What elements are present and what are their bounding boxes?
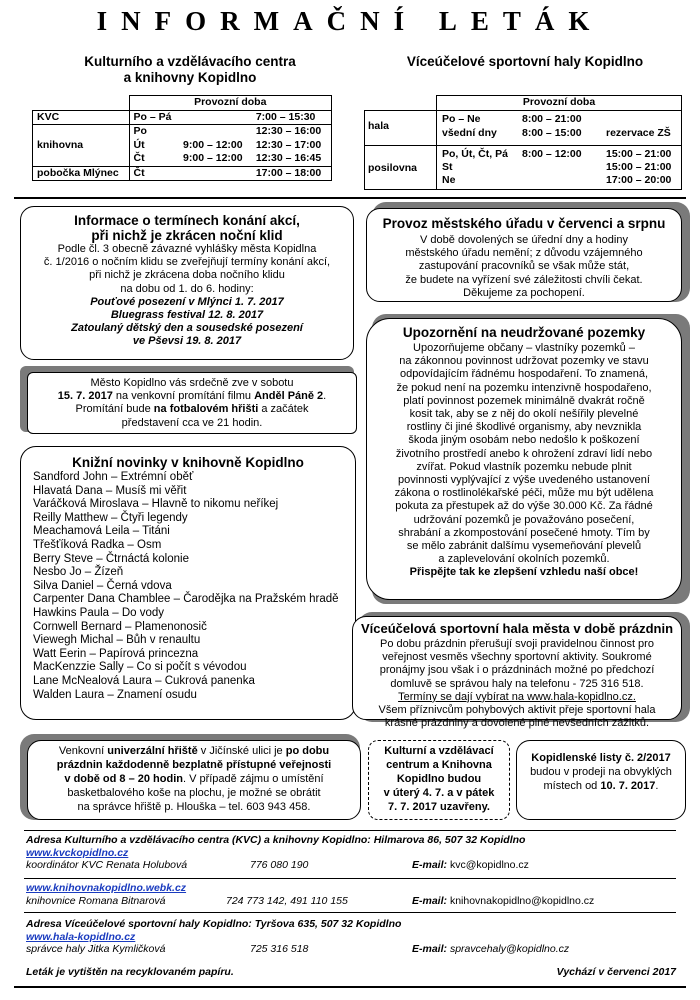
listy-text: budou v prodeji na obvyklých bbox=[530, 766, 672, 778]
cinema-date: 15. 7. 2017 bbox=[57, 390, 113, 403]
land-title: Upozornění na neudržované pozemky bbox=[402, 325, 646, 340]
gym-row-label: Ne bbox=[442, 174, 456, 186]
kvc-hours-cell: 9:00 – 12:00 bbox=[183, 138, 243, 151]
sports-hall-box bbox=[352, 616, 682, 730]
footer-phone: 776 080 190 bbox=[250, 859, 309, 871]
closure-text: v úterý 4. 7. a v pátek bbox=[383, 787, 495, 799]
hall-row-label: Po – Ne bbox=[442, 113, 481, 125]
sports-line: domluvě se správou haly na telefonu - 725 316 518. bbox=[390, 677, 644, 690]
footer-kvc bbox=[26, 834, 676, 872]
listy-text: . bbox=[655, 780, 659, 792]
cinema-text: Město Kopidlno vás srdečně zve v sobotu bbox=[90, 377, 294, 389]
land-line: Upozorňujeme občany – vlastníky pozemků – bbox=[413, 342, 635, 354]
footer-phone: 724 773 142, 491 110 155 bbox=[226, 894, 348, 907]
listy-text: místech od bbox=[543, 780, 601, 792]
kvc-hours-cell: 12:30 – 16:45 bbox=[252, 152, 332, 166]
land-line: rostliny či jiné škodlivé organismy, aby nevznikla bbox=[406, 421, 642, 434]
page-title: INFORMAČNÍ LETÁK bbox=[96, 6, 604, 36]
night-quiet-text: Podle čl. 3 obecně závazné vyhlášky města Kopidlna bbox=[57, 243, 317, 255]
book-item: Berry Steve – Čtrnáctá kolonie bbox=[33, 552, 189, 565]
gym-row-time: 8:00 – 12:00 bbox=[522, 148, 582, 160]
kvc-header-line2: a knihovny Kopidlno bbox=[123, 70, 257, 85]
kvc-hours-cell: Čt bbox=[129, 166, 179, 181]
playground-text: . V případě zájmu o umístění bbox=[182, 773, 324, 785]
sports-line: pronájmy jsou však i o prázdninách možné po předchozí bbox=[379, 664, 655, 677]
library-website-link[interactable]: www.knihovnakopidlno.webk.cz bbox=[26, 882, 187, 894]
night-quiet-text: č. 1/2016 o nočním klidu se zveřejňují termíny konání akcí, bbox=[43, 256, 331, 269]
event-item: Pouťové posezení v Mlýnci 1. 7. 2017 bbox=[90, 295, 284, 308]
land-line: povinnosti vyplývající z výše uvedeného ustanovení bbox=[398, 474, 650, 487]
listy-title: Kopidlenské listy č. 2/2017 bbox=[531, 752, 671, 764]
playground-line1 bbox=[28, 744, 360, 758]
land-line: že pokud není na pozemku intenzivně hospodařeno, bbox=[396, 381, 652, 394]
playground-text: v Jičínské ulici je bbox=[197, 745, 286, 757]
night-quiet-text: na dobu od 1. do 6. hodiny: bbox=[120, 282, 254, 295]
sports-line: Všem příznivcům pohybových aktivit přeje sportovní hala bbox=[378, 704, 656, 717]
land-closing: Přispějte tak ke zlepšení vzhledu naší obce! bbox=[409, 566, 639, 579]
closure-text: Kopidlno budou bbox=[396, 773, 482, 785]
land-line: udržování pozemků je považováno posečení, bbox=[413, 513, 635, 526]
hall-hours-table bbox=[364, 95, 682, 189]
gym-row-time: 17:00 – 20:00 bbox=[606, 174, 672, 186]
kvc-hours-table bbox=[32, 95, 332, 181]
kvc-header-line1: Kulturního a vzdělávacího centra bbox=[84, 54, 296, 69]
office-text bbox=[367, 234, 681, 300]
hall-header: Víceúčelové sportovní haly Kopidlno bbox=[406, 54, 644, 69]
book-item: Walden Laura – Znamení osudu bbox=[33, 688, 197, 701]
gym-row-time: 15:00 – 21:00 bbox=[606, 161, 672, 173]
footer-contact: knihovnice Romana Bitnarová bbox=[26, 894, 166, 907]
cinema-line2 bbox=[28, 390, 356, 403]
kvc-hours-cell: 7:00 – 15:30 bbox=[252, 110, 332, 125]
book-item: Viewegh Michal – Bůh v renaultu bbox=[33, 634, 201, 647]
land-line: na zákonnou povinnost udržovat pozemky ve stavu bbox=[399, 355, 649, 368]
kvc-hours-cell bbox=[179, 110, 252, 125]
playground-text: prázdnin každodenně bezplatně přístupné veřejnosti bbox=[56, 759, 332, 771]
kvc-website-link[interactable]: www.kvckopidlno.cz bbox=[26, 846, 129, 859]
office-line: že budete na vyřízení své záležitosti chvíli čekat. bbox=[405, 273, 643, 286]
cinema-venue: na fotbalovém hřišti bbox=[153, 403, 259, 416]
night-quiet-title1: Informace o termínech konání akcí, bbox=[74, 213, 300, 228]
night-quiet-title2: při nichž je zkrácen noční klid bbox=[91, 228, 283, 243]
gym-row-label: Po, Út, Čt, Pá bbox=[442, 148, 508, 160]
gym-row-label: St bbox=[442, 161, 453, 173]
kvc-hours-cell: 17:00 – 18:00 bbox=[252, 166, 332, 181]
event-item: ve Pševsi 19. 8. 2017 bbox=[132, 335, 242, 348]
closure-text: centrum a Knihovna bbox=[386, 759, 492, 771]
film-title: Anděl Páně 2 bbox=[254, 390, 324, 403]
land-line: škoda jiným osobám nebo nedošlo k poškození bbox=[408, 434, 640, 447]
hall-row-label: všední dny bbox=[442, 127, 497, 139]
sports-line: Po dobu prázdnin přerušují svoji pravidelnou činnost pro bbox=[380, 638, 654, 650]
kvc-hours-cell: 9:00 – 12:00 bbox=[183, 152, 243, 164]
land-line: shrabání a zkompostování posečené hmoty. Tím by bbox=[398, 526, 650, 539]
cinema-text: na venkovní promítání filmu bbox=[112, 390, 255, 403]
land-line: a zaplevelování okolních pozemků. bbox=[438, 553, 610, 566]
book-item: Sandford John – Extrémní oběť bbox=[33, 471, 194, 483]
footer-phone: 725 316 518 bbox=[250, 943, 309, 955]
issue-date: Vychází v červenci 2017 bbox=[556, 966, 676, 978]
kvc-hours-cell: 12:30 – 17:00 bbox=[252, 139, 332, 153]
playground-line3 bbox=[28, 772, 360, 786]
cinema-text: a začátek bbox=[258, 403, 309, 416]
kvc-hours-cell bbox=[179, 125, 252, 139]
books-title: Knižní novinky v knihovně Kopidlno bbox=[72, 455, 304, 470]
closure-text: Kulturní a vzdělávací bbox=[384, 745, 494, 757]
night-quiet-box bbox=[20, 206, 354, 360]
playground-text: basketbalového koše na plochu, je možné se obrátit bbox=[67, 787, 321, 799]
footer-email[interactable]: knihovnakopidlno@kopidlno.cz bbox=[449, 894, 595, 907]
playground-text: univerzální hřiště bbox=[107, 745, 198, 757]
footer-bottom bbox=[26, 966, 676, 979]
land-box bbox=[366, 318, 682, 600]
kvc-hours-cell bbox=[179, 166, 252, 181]
sports-hall-text bbox=[353, 704, 681, 730]
land-text bbox=[367, 342, 681, 566]
cinema-text: . bbox=[323, 390, 327, 403]
gym-row-name: posilovna bbox=[368, 162, 418, 174]
book-item: Hawkins Paula – Do vody bbox=[33, 606, 165, 619]
cinema-line3 bbox=[28, 403, 356, 416]
footer-address: Adresa Kulturního a vzdělávacího centra (KVC) a knihovny Kopidlno: Hilmarova 86, 507 32 Kopidlno bbox=[26, 834, 526, 846]
kvc-hours-cell: knihovna bbox=[33, 139, 130, 153]
playground-text: po dobu bbox=[285, 745, 330, 757]
kvc-header bbox=[40, 54, 340, 86]
playground-text: v době od 8 – 20 hodin bbox=[64, 773, 183, 785]
book-item: Silva Daniel – Černá vdova bbox=[33, 579, 172, 592]
kvc-hours-cell bbox=[33, 125, 130, 139]
kvc-hours-cell: Po bbox=[129, 125, 179, 139]
email-label: E-mail: bbox=[412, 894, 448, 907]
land-line: životního prostředí anebo k ohrožení zdraví lidí nebo bbox=[395, 447, 653, 460]
footer-address: Adresa Víceúčelové sportovní haly Kopidlno: Tyršova 635, 507 32 Kopidlno bbox=[26, 918, 402, 930]
book-item: Carpenter Dana Chamblee – Čarodějka na Pražském hradě bbox=[33, 593, 339, 606]
book-item: Lane McNealová Laura – Cukrová panenka bbox=[33, 674, 255, 687]
email-label: E-mail: bbox=[412, 859, 448, 871]
night-quiet-text: při nichž je zkrácena doba nočního klidu bbox=[89, 269, 285, 282]
kvc-hours-cell: KVC bbox=[33, 110, 130, 125]
book-item: Hlavatá Dana – Musíš mi věřit bbox=[33, 484, 187, 497]
listy-date: 10. 7. 2017 bbox=[600, 780, 656, 792]
book-item: Cornwell Bernard – Plamenonosič bbox=[33, 620, 207, 633]
hall-website-link[interactable]: www.hala-kopidlno.cz bbox=[26, 930, 136, 943]
office-line: zastupování pracovníků se však může stát, bbox=[418, 260, 630, 273]
kvc-hours-cell: 12:30 – 16:00 bbox=[252, 125, 332, 139]
land-line: odpovídajícím řádnému hospodaření. To znamená, bbox=[399, 368, 649, 381]
land-line: platí povinnost pozemek minimálně dvakrát ročně bbox=[403, 394, 645, 407]
sports-line: veřejnost vesměs všechny sportovní aktivity. Soukromé bbox=[382, 651, 652, 664]
sports-hall-text bbox=[353, 638, 681, 691]
gym-row-time: 15:00 – 21:00 bbox=[606, 148, 672, 160]
kvc-hours-cell: Čt bbox=[129, 152, 179, 166]
book-item: Třešťíková Radka – Osm bbox=[33, 538, 162, 551]
books-box bbox=[20, 446, 356, 720]
listy-box bbox=[516, 740, 686, 820]
footer-library bbox=[26, 882, 676, 908]
sports-line: krásné prázdniny a dovolené plné nevšedních zážitků. bbox=[384, 717, 650, 730]
footer-contact: správce haly Jitka Kymličková bbox=[26, 943, 166, 955]
hall-row-name: hala bbox=[368, 120, 390, 132]
office-line: městského úřadu nemění; z důvodu vzájemného bbox=[405, 247, 643, 260]
hall-row-time: 8:00 – 15:00 bbox=[522, 127, 582, 139]
kvc-hours-cell: Po – Pá bbox=[129, 110, 179, 125]
playground-text: na správce hřiště p. Hlouška – tel. 603 943 458. bbox=[77, 801, 311, 813]
book-item: MacKenzzie Sally – Co si počít s vévodou bbox=[33, 661, 247, 674]
office-box bbox=[366, 208, 682, 302]
playground-text: Venkovní bbox=[58, 745, 108, 757]
book-list bbox=[33, 471, 355, 702]
cinema-text: Promítání bude bbox=[75, 403, 154, 416]
footer-email[interactable]: kvc@kopidlno.cz bbox=[449, 859, 529, 871]
email-label: E-mail: bbox=[412, 943, 448, 955]
sports-hall-title: Víceúčelová sportovní hala města v době prázdnin bbox=[360, 621, 674, 636]
kvc-hours-cell bbox=[33, 152, 130, 166]
cinema-text: představení cca ve 21 hodin. bbox=[121, 416, 263, 429]
recycled-note: Leták je vytištěn na recyklovaném papíru. bbox=[26, 966, 234, 978]
kvc-hours-heading: Provozní doba bbox=[129, 96, 332, 111]
hall-hours-heading: Provozní doba bbox=[436, 95, 682, 111]
footer-contact: koordinátor KVC Renata Holubová bbox=[26, 859, 188, 871]
playground-box bbox=[27, 740, 361, 820]
hall-row-time: 8:00 – 21:00 bbox=[522, 113, 582, 125]
closure-text: 7. 7. 2017 uzavřeny. bbox=[388, 801, 490, 813]
kvc-hours-cell: Út bbox=[129, 139, 179, 153]
land-line: kosit tak, aby se z něj do okolí nešířily plevelné bbox=[409, 408, 639, 421]
closure-box bbox=[368, 740, 510, 820]
office-line: Děkujeme za pochopení. bbox=[463, 286, 585, 299]
land-line: zákona o rostlinolékařské péči, může mu být udělena bbox=[394, 487, 654, 500]
land-line: zvířat. Pokud vlastník pozemku nebude plnit bbox=[416, 460, 632, 473]
land-line: pokuta za přestupek až do výše 30.000 Kč. Za řádné bbox=[395, 500, 653, 513]
land-line: se mělo zabránit dalšímu vysemeňování plevelů bbox=[406, 540, 642, 553]
book-item: Reilly Matthew – Čtyři legendy bbox=[33, 511, 188, 524]
event-item: Zatoulaný dětský den a sousedské posezení bbox=[71, 322, 303, 335]
hall-row-note: rezervace ZŠ bbox=[606, 127, 671, 139]
book-item: Meachamová Leila – Titáni bbox=[33, 525, 170, 538]
footer-hall bbox=[26, 918, 676, 956]
sports-hall-link-text: Termíny se dají vybírat na www.hala-kopidlno.cz. bbox=[398, 690, 636, 703]
book-item: Watt Eerin – Papírová princezna bbox=[33, 647, 199, 660]
listy-line3 bbox=[517, 779, 685, 793]
office-line: V době dovolených se úřední dny a hodiny bbox=[420, 234, 628, 246]
cinema-box bbox=[27, 372, 357, 434]
book-item: Varáčková Miroslava – Hlavně to nikomu neříkej bbox=[33, 498, 279, 511]
footer-email[interactable]: spravcehaly@kopidlno.cz bbox=[449, 943, 570, 955]
book-item: Nesbo Jo – Žízeň bbox=[33, 566, 124, 579]
kvc-hours-cell: pobočka Mlýnec bbox=[33, 166, 130, 181]
event-item: Bluegrass festival 12. 8. 2017 bbox=[110, 309, 264, 322]
office-title: Provoz městského úřadu v červenci a srpnu bbox=[382, 216, 666, 231]
